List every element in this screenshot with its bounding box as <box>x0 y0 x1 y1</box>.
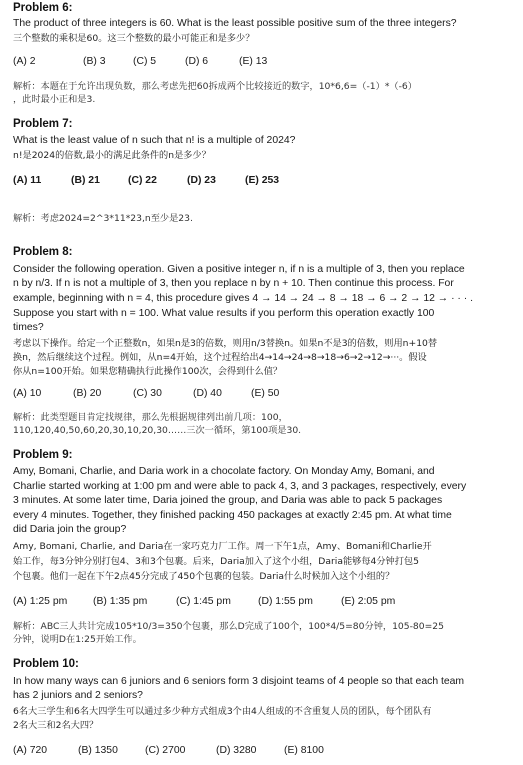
choice-c: (C) 30 <box>133 388 162 399</box>
solution-text: 分钟，说明D在1:25开始工作。 <box>13 634 142 645</box>
choice-c: (C) 22 <box>128 175 157 186</box>
problem-text: Consider the following operation. Given a positive integer n, if n is a multiple of 3, then you replace <box>13 264 465 275</box>
choice-d: (D) 6 <box>185 56 209 67</box>
problem-text: What is the least value of n such that n! is a multiple of 2024? <box>13 135 296 146</box>
problem-text: Charlie started working at 1:00 pm and were able to pack 4, 3, and 3 packages, respectively, every <box>13 481 467 492</box>
problem-text-zh: n!是2024的倍数,最小的满足此条件的n是多少？ <box>13 150 211 161</box>
choice-a: (A) 2 <box>13 56 36 67</box>
choice-d: (D) 23 <box>187 175 216 186</box>
choice-e: (E) 50 <box>251 388 280 399</box>
choice-e: (E) 2:05 pm <box>341 596 396 607</box>
choice-a: (A) 11 <box>13 175 42 186</box>
problem-text: The product of three integers is 60. What is the least possible positive sum of the three integers? <box>13 18 457 29</box>
choice-e: (E) 253 <box>245 175 280 186</box>
solution-text: ，此时最小正和是3. <box>13 94 96 105</box>
choice-e: (E) 13 <box>239 56 268 67</box>
solution-text: 解析：此类型题目肯定找规律，那么先根据规律列出前几项：100， <box>13 412 288 423</box>
problem-text: every 4 minutes. Together, they finished packing 450 packages at exactly 2:45 pm. At what time <box>13 510 452 521</box>
problem-text: has 2 juniors and 2 seniors? <box>13 690 143 701</box>
solution-text: 解析：ABC三人共计完成105*10/3=350个包裹，那么D完成了100个，100*4/5=80分钟，105-80=25 <box>13 621 444 632</box>
choice-c: (C) 5 <box>133 56 157 67</box>
choice-b: (B) 20 <box>73 388 102 399</box>
problem-heading: Problem 6: <box>13 2 73 14</box>
problem-text: Amy, Bomani, Charlie, and Daria work in a chocolate factory. On Monday Amy, Bomani, and <box>13 466 435 477</box>
problem-text-zh: 你从n=100开始。如果您精确执行此操作100次，会得到什么值？ <box>13 366 283 377</box>
choice-b: (B) 1350 <box>78 745 118 756</box>
choice-d: (D) 1:55 pm <box>258 596 313 607</box>
solution-text: 解析：本题在于允许出现负数，那么考虑先把60拆成两个比较接近的数字，10*6,6=（-1）*（-6） <box>13 81 417 92</box>
choice-b: (B) 3 <box>83 56 106 67</box>
problem-text: In how many ways can 6 juniors and 6 seniors form 3 disjoint teams of 4 people so that each team <box>13 676 465 687</box>
problem-text-zh: 个包裹。他们一起在下午2点45分完成了450个包裹的包装。Daria什么时候加入这个小组的？ <box>13 571 395 582</box>
problem-text-zh: 考虑以下操作。给定一个正整数n，如果n是3的倍数，则用n/3替换n。如果n不是3的倍数，则用n+10替 <box>13 338 438 349</box>
problem-text-zh: 2名大三和2名大四？ <box>13 720 99 731</box>
problem-text-zh: 6名大三学生和6名大四学生可以通过多少种方式组成3个由4人组成的不含重复人员的团队，每个团队有 <box>13 706 432 717</box>
choice-a: (A) 1:25 pm <box>13 596 68 607</box>
problem-text: n by n/3. If n is not a multiple of 3, then you replace n by n + 10. Then continue this process. For <box>13 278 454 289</box>
problem-text: Suppose you start with n = 100. What value results if you perform this operation exactly 100 <box>13 308 435 319</box>
problem-heading: Problem 9: <box>13 449 73 461</box>
choice-a: (A) 720 <box>13 745 48 756</box>
problem-text-zh: Amy, Bomani, Charlie, and Daria在一家巧克力厂工作。周一下午1点，Amy、Bomani和Charlie开 <box>13 541 432 552</box>
choice-b: (B) 21 <box>71 175 100 186</box>
problem-text-zh: 换n，然后继续这个过程。例如，从n=4开始，这个过程给出4→14→24→8→18→6→2→12→···。假设 <box>13 352 427 363</box>
choice-c: (C) 2700 <box>145 745 186 756</box>
choice-e: (E) 8100 <box>284 745 324 756</box>
problem-heading: Problem 8: <box>13 246 73 258</box>
problem-text: example, beginning with n = 4, this procedure gives 4 → 14 → 24 → 8 → 18 → 6 → 2 → 12 → · · · . <box>13 293 474 304</box>
choice-d: (D) 3280 <box>216 745 257 756</box>
problem-text-zh: 始工作，每3分钟分别打包4、3和3个包裹。后来，Daria加入了这个小组，Daria能够每4分钟打包5 <box>13 556 419 567</box>
problem-text: 3 minutes. At some later time, Daria joined the group, and Daria was able to pack 5 packages <box>13 495 443 506</box>
solution-text: 解析：考虑2024=2^3*11*23,n至少是23. <box>13 213 193 224</box>
choice-d: (D) 40 <box>193 388 222 399</box>
choice-c: (C) 1:45 pm <box>176 596 231 607</box>
problem-text: did Daria join the group? <box>13 524 127 535</box>
problem-text-zh: 三个整数的乘积是60。这三个整数的最小可能正和是多少？ <box>13 33 255 44</box>
problem-text: times? <box>13 322 44 333</box>
problem-heading: Problem 10: <box>13 658 79 670</box>
problem-heading: Problem 7: <box>13 118 73 130</box>
solution-text: 110,120,40,50,60,20,30,10,20,30……三次一循环，第100项是30. <box>13 425 302 436</box>
choice-a: (A) 10 <box>13 388 42 399</box>
choice-b: (B) 1:35 pm <box>93 596 148 607</box>
